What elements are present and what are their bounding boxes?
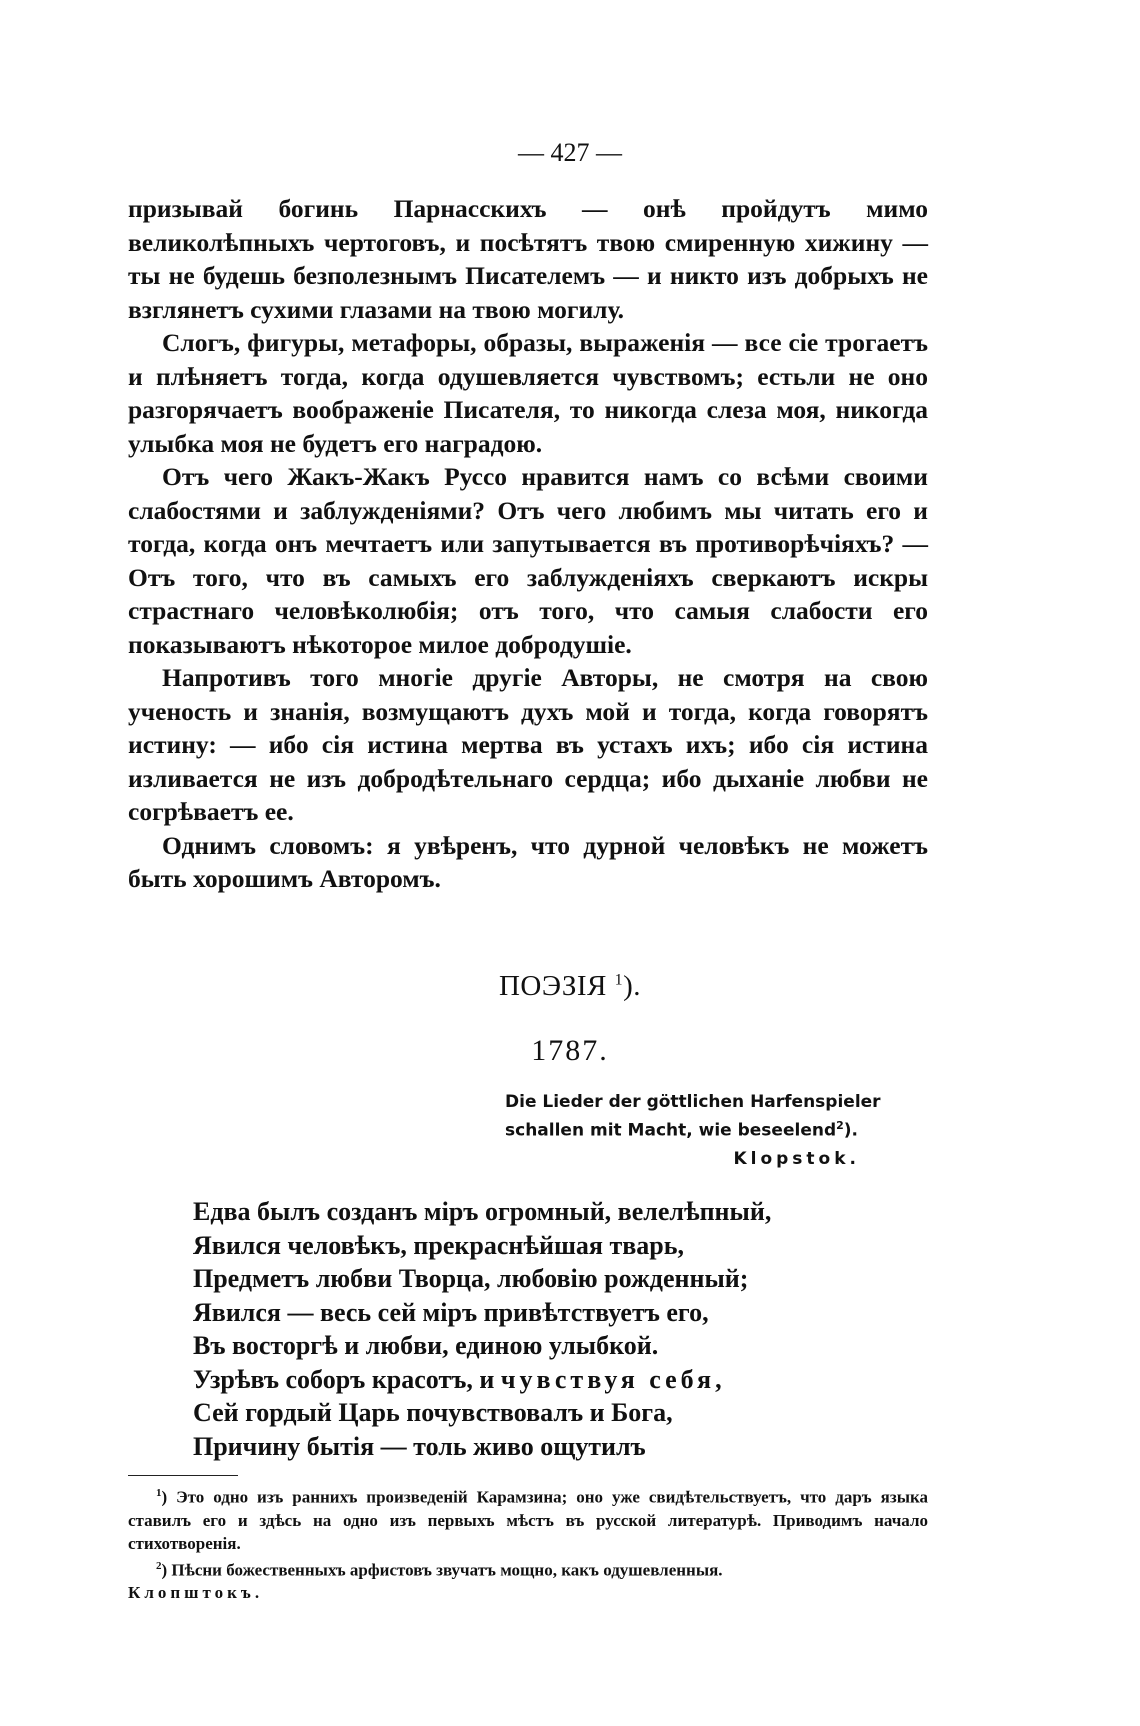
poem-line (193, 1363, 913, 1397)
poem-line: Въ восторгѣ и любви, единою улыбкой. (193, 1331, 659, 1360)
paragraph: Слогъ, фигуры, метафоры, образы, выраженія — все сіе трогаетъ и плѣняетъ тогда, когда одушевляется чувствомъ; естьли не оно разгорячаетъ воображеніе Писателя, то никогда слеза моя, никогда улыбка моя не будетъ его наградою. (128, 328, 928, 458)
footnote-author (128, 1581, 928, 1604)
poem-line: Сей гордый Царь почувствовалъ и Бога, (193, 1398, 673, 1427)
poem (193, 1195, 913, 1463)
section-title-suffix: ). (623, 970, 642, 1002)
poem-line: Причину бытія — толь живо ощутилъ (193, 1431, 646, 1461)
footnote-divider (128, 1475, 238, 1476)
epigraph (505, 1090, 945, 1171)
footnote-text: ) Это одно изъ раннихъ произведеній Карамзина; оно уже свидѣтельствуетъ, что даръ языка ставилъ его и здѣсь на одно изъ первыхъ мѣстъ въ русской литературѣ. Приводимъ начало стихотворенія. (128, 1487, 928, 1553)
poem-line-spaced-text: чувствуя себя, (500, 1364, 726, 1394)
prose-body (128, 192, 928, 896)
footnote-marker: 2 (836, 1119, 844, 1132)
footnote (128, 1555, 928, 1582)
footnote-author-text: Клопштокъ. (128, 1583, 264, 1603)
section-title-text: ПОЭЗІЯ (498, 970, 607, 1002)
section-year: 1787. (531, 1034, 609, 1067)
footnote (128, 1482, 928, 1555)
footnote-marker: 2 (156, 1559, 162, 1572)
epigraph-line (505, 1114, 945, 1143)
footnote-text: ) Пѣсни божественныхъ арфистовъ звучатъ мощно, какъ одушевленныя. (161, 1560, 723, 1580)
paragraph: Напротивъ того многіе другіе Авторы, не смотря на свою ученость и знанія, возмущаютъ духъ мой и тогда, когда говорятъ истину: — ибо сія истина мертва въ устахъ ихъ; ибо сія истина изливается не изъ добродѣтельнаго сердца; ибо дыханіе любви не согрѣваетъ ее. (128, 663, 928, 826)
poem-line: Явился человѣкъ, прекраснѣйшая тварь, (193, 1230, 684, 1260)
footnotes (128, 1482, 928, 1604)
epigraph-line: Die Lieder der göttlichen Harfenspieler (505, 1092, 881, 1112)
epigraph-line-text: schallen mit Macht, wie beseelend (505, 1120, 837, 1141)
poem-line: Едва былъ созданъ міръ огромный, велелѣпный, (193, 1197, 772, 1226)
paragraph: призывай богинь Парнасскихъ — онѣ пройдутъ мимо великолѣпныхъ чертоговъ, и посѣтятъ твою смиренную хижину — ты не будешь безполезнымъ Писателемъ — и никто изъ добрыхъ не взглянетъ сухими глазами на твою могилу. (128, 194, 928, 324)
epigraph-line-suffix: ). (843, 1120, 859, 1141)
footnote-marker: 1 (156, 1487, 162, 1499)
section-title (0, 970, 1140, 1003)
epigraph-author: Klopstok. (733, 1148, 860, 1169)
paragraph: Однимъ словомъ: я увѣренъ, что дурной человѣкъ не можетъ быть хорошимъ Авторомъ. (128, 830, 928, 893)
poem-line: Предметъ любви Творца, любовію рожденный; (193, 1264, 749, 1293)
poem-line: Явился — весь сей міръ привѣтствуетъ его, (193, 1297, 709, 1327)
paragraph: Отъ чего Жакъ-Жакъ Руссо нравится намъ со всѣми своими слабостями и заблужденіями? Отъ чего любимъ мы читать его и тогда, когда онъ мечтаетъ или запутывается въ противорѣчіяхъ? — Отъ того, что въ самыхъ его заблужденіяхъ сверкаютъ искры страстнаго человѣколюбія; отъ того, что самыя слабости его показываютъ нѣкоторое милое добродушіе. (128, 462, 928, 659)
page-number: — 427 — (518, 138, 622, 167)
poem-line-text: Узрѣвъ соборъ красотъ, и (193, 1364, 501, 1394)
footnote-marker: 1 (614, 971, 624, 989)
